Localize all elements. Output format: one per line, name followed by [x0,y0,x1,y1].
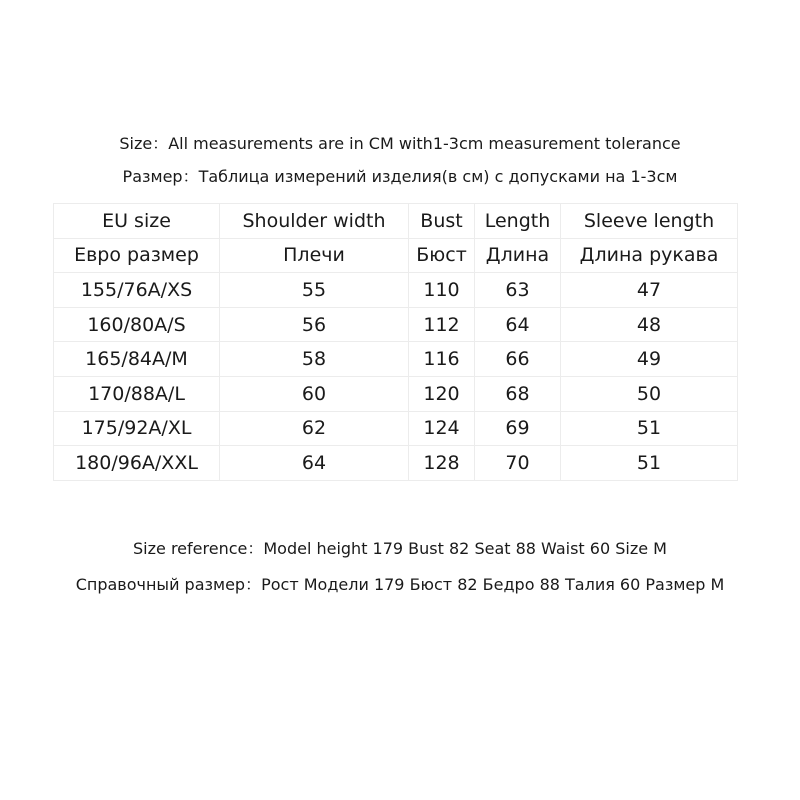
size-table [53,203,738,481]
size-reference-ru: Справочный размер：Рост Модели 179 Бюст 82 Бедро 88 Талия 60 Размер M [75,575,725,594]
table-cell: 51 [561,446,738,481]
table-row [54,446,738,481]
table-row [54,307,738,342]
table-cell: 124 [409,411,475,446]
header-cell: Плечи [220,238,409,273]
header-cell: Длина рукава [561,238,738,273]
header-cell: Бюст [409,238,475,273]
header-row-en [54,204,738,239]
table-cell: 128 [409,446,475,481]
table-cell: 155/76A/XS [54,273,220,308]
measurement-note-ru: Размер：Таблица измерений изделия(в см) с допусками на 1-3см [122,167,678,186]
size-reference-en: Size reference：Model height 179 Bust 82 Seat 88 Waist 60 Size M [133,539,667,558]
table-cell: 55 [220,273,409,308]
table-cell: 66 [475,342,561,377]
measurement-note-en: Size：All measurements are in CM with1-3cm measurement tolerance [119,134,681,153]
table-cell: 68 [475,376,561,411]
table-cell: 70 [475,446,561,481]
table-cell: 110 [409,273,475,308]
table-cell: 48 [561,307,738,342]
table-cell: 120 [409,376,475,411]
table-cell: 175/92A/XL [54,411,220,446]
table-cell: 49 [561,342,738,377]
table-cell: 47 [561,273,738,308]
table-row [54,411,738,446]
table-row [54,342,738,377]
table-row [54,376,738,411]
table-cell: 63 [475,273,561,308]
header-row-ru [54,238,738,273]
table-cell: 51 [561,411,738,446]
header-cell: Bust [409,204,475,239]
header-cell: Shoulder width [220,204,409,239]
table-cell: 62 [220,411,409,446]
table-cell: 160/80A/S [54,307,220,342]
table-cell: 64 [220,446,409,481]
header-cell: Евро размер [54,238,220,273]
table-cell: 180/96A/XXL [54,446,220,481]
table-cell: 50 [561,376,738,411]
header-cell: Length [475,204,561,239]
header-cell: EU size [54,204,220,239]
table-row [54,273,738,308]
table-cell: 170/88A/L [54,376,220,411]
table-cell: 58 [220,342,409,377]
table-cell: 69 [475,411,561,446]
table-cell: 165/84A/M [54,342,220,377]
table-cell: 56 [220,307,409,342]
table-cell: 116 [409,342,475,377]
table-cell: 60 [220,376,409,411]
header-cell: Sleeve length [561,204,738,239]
header-cell: Длина [475,238,561,273]
table-cell: 112 [409,307,475,342]
table-cell: 64 [475,307,561,342]
size-table-body [54,204,738,481]
